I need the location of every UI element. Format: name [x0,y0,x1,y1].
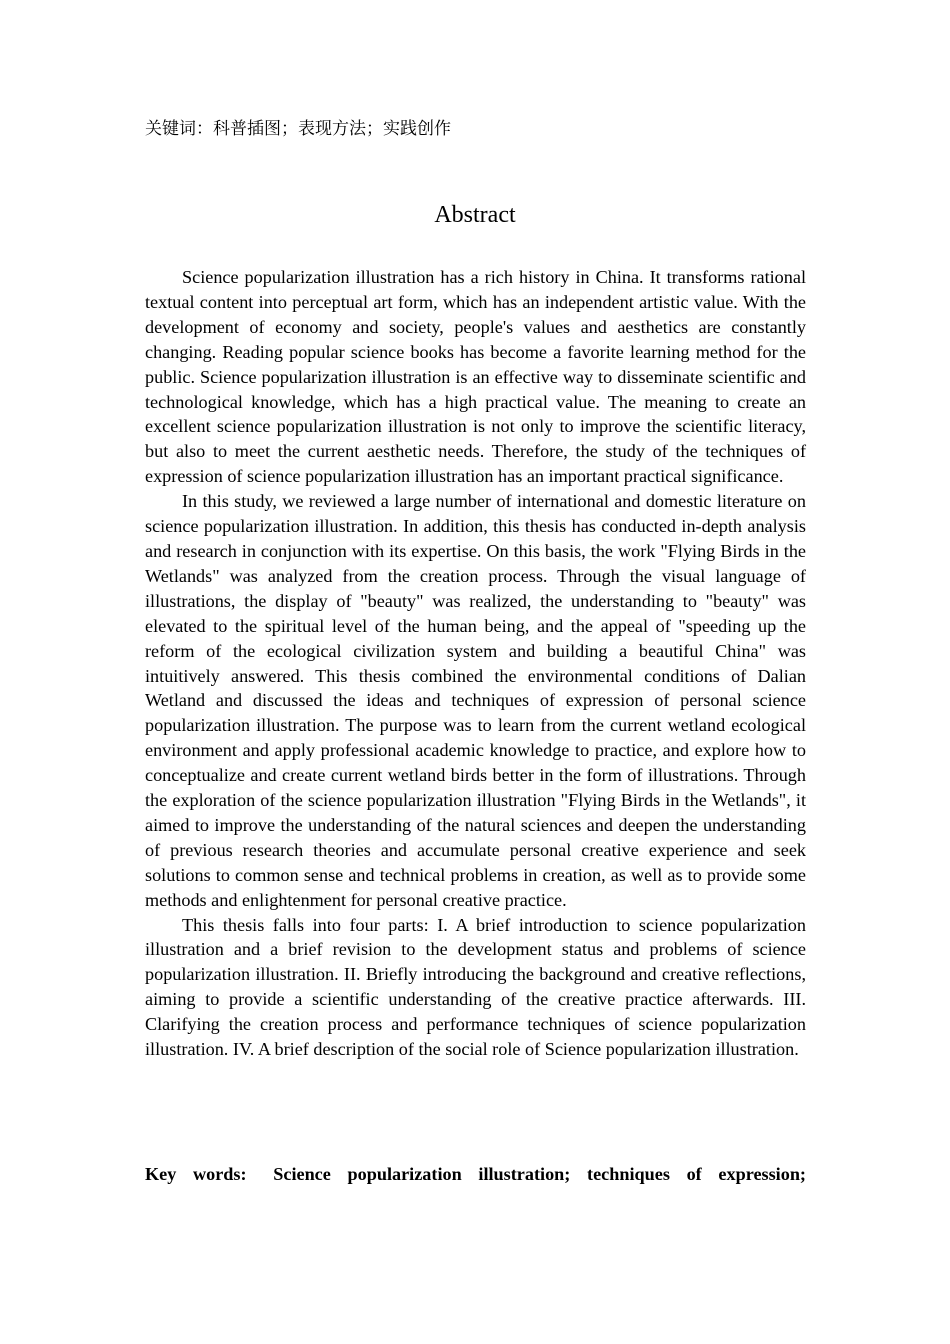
abstract-paragraph-2: In this study, we reviewed a large number of international and domestic literature on science popularization illustration. In addition, this thesis has conducted in-depth analysis and research in conjunction with its expertise. On this basis, the work "Flying Birds in the Wetlands" was analyzed from the creation process. Through the visual language of illustrations, the display of "beauty" was realized, the understanding to "beauty" was elevated to the spiritual level of the human being, and the appeal of "speeding up the reform of the ecological civilization system and building a beautiful China" was intuitively answered. This thesis combined the environmental conditions of Dalian Wetland and discussed the ideas and techniques of expression of personal science popularization illustration. The purpose was to learn from the current wetland ecological environment and apply professional academic knowledge to practice, and explore how to conceptualize and create current wetland birds better in the form of illustrations. Through the exploration of the science popularization illustration "Flying Birds in the Wetlands", it aimed to improve the understanding of the natural sciences and deepen the understanding of previous research theories and accumulate personal creative experience and seek solutions to common sense and technical problems in creation, as well as to provide some methods and enlightenment for personal creative practice. [145,491,806,910]
abstract-body [145,265,806,1062]
keywords-text: Science popularization illustration; techniques of expression; [273,1164,806,1184]
chinese-keywords: 关键词：科普插图；表现方法；实践创作 [145,119,451,139]
abstract-paragraph-1: Science popularization illustration has a rich history in China. It transforms rational textual content into perceptual art form, which has an independent artistic value. With the development of economy and society, people's values and aesthetics are constantly changing. Reading popular science books has become a favorite learning method for the public. Science popularization illustration is an effective way to disseminate scientific and technological knowledge, which has a high practical value. The meaning to create an excellent science popularization illustration is not only to improve the scientific literacy, but also to meet the current aesthetic needs. Therefore, the study of the techniques of expression of science popularization illustration has an important practical significance. [145,267,806,487]
abstract-title: Abstract [434,202,516,228]
english-keywords [145,1162,806,1187]
keywords-label: Key words: [145,1164,247,1184]
abstract-paragraph-3: This thesis falls into four parts: I. A brief introduction to science popularization illustration and a brief revision to the development status and problems of science popularization illustration. II. Briefly introducing the background and creative reflections, aiming to provide a scientific understanding of the creative practice afterwards. III. Clarifying the creation process and performance techniques of science popularization illustration. IV. A brief description of the social role of Science popularization illustration. [145,914,806,1060]
